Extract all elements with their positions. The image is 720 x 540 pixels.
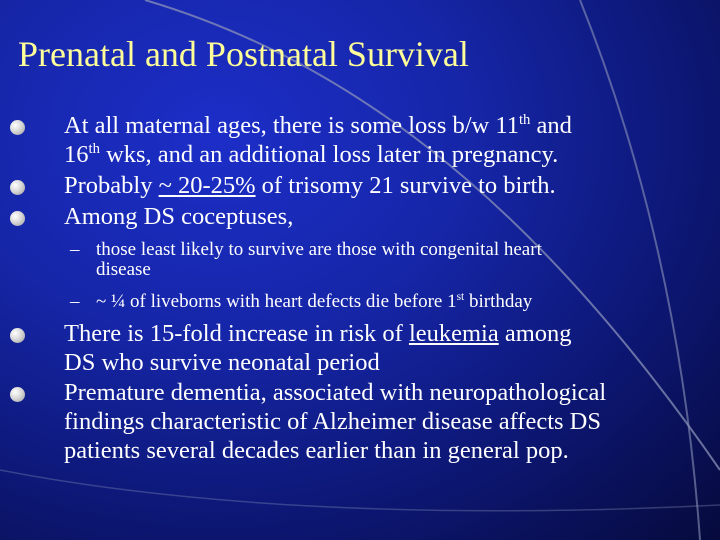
underlined-percentage: ~ 20-25% [158,172,256,199]
bullet-line: patients several decades earlier than in general pop. [64,437,569,464]
dash-icon: – [70,239,80,260]
bullet-line: At all maternal ages, there is some loss b/w 11th and [64,112,572,139]
bullet-icon [10,180,25,195]
bullet-item-leukemia [64,319,572,377]
bullet-icon [10,120,25,135]
bullet-icon [10,387,25,402]
bullet-line: There is 15-fold increase in risk of leukemia among [64,320,572,347]
bullet-line: Among DS coceptuses, [64,203,294,230]
bullet-icon [10,211,25,226]
bullet-line: 16th wks, and an additional loss later in pregnancy. [64,141,559,168]
bullet-item-dementia [64,378,606,465]
bullet-line: findings characteristic of Alzheimer disease affects DS [64,408,601,435]
bullet-line: Probably ~ 20-25% of trisomy 21 survive to birth. [64,172,556,199]
slide-title: Prenatal and Postnatal Survival [18,34,469,74]
bullet-line: Premature dementia, associated with neuropathological [64,379,607,406]
sub-bullet-item-liveborns [70,291,533,312]
bullet-item-conceptuses [64,202,293,231]
sub-bullet-item-heart-disease [70,239,542,280]
sub-bullet-line: disease [96,259,151,280]
dash-icon: – [70,291,80,312]
underlined-leukemia: leukemia [408,320,499,347]
sub-bullet-line: ~ ¼ of liveborns with heart defects die before 1st birthday [96,291,533,312]
bullet-icon [10,328,25,343]
bullet-item-survival-rate [64,171,556,200]
sub-bullet-line: those least likely to survive are those with congenital heart [96,239,542,260]
bullet-item-fetal-loss [64,111,572,169]
bullet-line: DS who survive neonatal period [64,349,380,376]
